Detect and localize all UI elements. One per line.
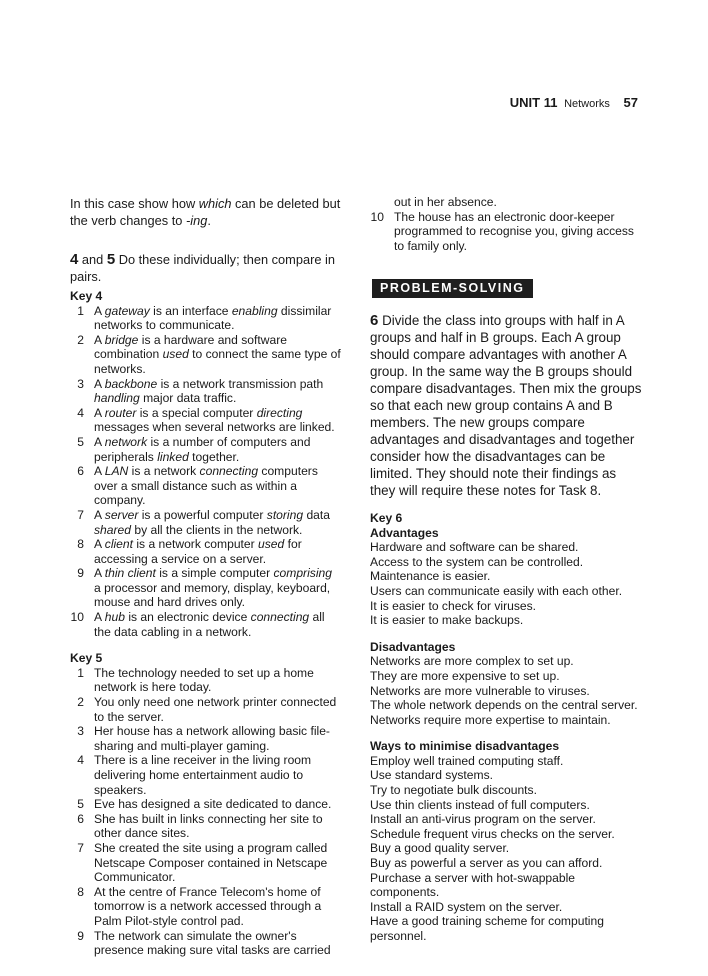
key-5-item-10 — [370, 210, 645, 254]
item-text: A — [94, 434, 105, 449]
way-item: Employ well trained computing staff. — [370, 753, 564, 768]
item-keyword: connecting — [199, 464, 259, 479]
item-keyword: LAN — [104, 464, 129, 479]
intro-emph-1: which — [198, 196, 232, 211]
item-number: 2 — [77, 332, 84, 347]
advantages-title: Advantages — [370, 525, 439, 540]
key-4-item — [70, 508, 342, 537]
item-number: 6 — [77, 464, 84, 479]
advantage-item: It is easier to check for viruses. — [370, 598, 537, 613]
item-number: 9 — [77, 566, 84, 581]
unit-label: UNIT 11 — [509, 95, 558, 110]
item-text: She has built in links connecting her site to other dance sites. — [94, 811, 323, 841]
item-number: 4 — [77, 405, 84, 420]
item-keyword: thin client — [104, 566, 156, 581]
item-text: is a number of computers and peripherals — [94, 434, 311, 464]
item-number: 6 — [77, 811, 84, 826]
item-text: is a network transmission path — [157, 376, 324, 391]
item-text: is an interface — [149, 303, 232, 318]
key-5-item — [70, 797, 342, 812]
key-5-item — [70, 666, 342, 695]
advantage-item: Access to the system can be controlled. — [370, 554, 584, 569]
item-text: A — [94, 376, 105, 391]
way-item: Use standard systems. — [370, 768, 493, 783]
exercise-instruction: Do these individually; then compare in pairs. — [70, 252, 335, 284]
item-text: is a network — [128, 464, 200, 479]
way-item: Schedule frequent virus checks on the server. — [370, 826, 615, 841]
key-5-item — [70, 695, 342, 724]
intro-text-1: In this case show how — [70, 196, 199, 211]
item-number: 8 — [77, 884, 84, 899]
way-item: Use thin clients instead of full computers. — [370, 797, 590, 812]
disadvantage-item: They are more expensive to set up. — [370, 668, 560, 683]
item-number: 2 — [77, 695, 84, 710]
key-6-title: Key 6 — [370, 510, 403, 525]
item-text: a processor and memory, display, keyboard, mouse and hard drives only. — [94, 580, 331, 610]
advantage-item: Users can communicate easily with each other. — [370, 583, 623, 598]
exercise-4-5-heading — [70, 251, 342, 285]
item-keyword: network — [104, 434, 148, 449]
item-text: is an electronic device — [124, 610, 251, 625]
item-text: together. — [188, 449, 240, 464]
item-text: dissimilar networks to communicate. — [94, 303, 332, 333]
key-5-list — [70, 666, 342, 958]
item-number: 5 — [77, 434, 84, 449]
item-keyword: router — [104, 405, 137, 420]
item-text: is a hardware and software combination — [94, 332, 287, 362]
way-item: Install an anti-virus program on the server. — [370, 812, 596, 827]
problem-solving-banner: PROBLEM-SOLVING — [372, 279, 533, 298]
item-keyword: directing — [256, 405, 303, 420]
item-number: 1 — [77, 303, 84, 318]
way-item: Have a good training scheme for computing personnel. — [370, 914, 604, 943]
item-text: by all the clients in the network. — [130, 522, 303, 537]
key-5-item — [70, 929, 342, 958]
item-text: A — [94, 537, 105, 552]
way-item: Install a RAID system on the server. — [370, 899, 563, 914]
disadvantage-item: Networks require more expertise to maintain. — [370, 712, 611, 727]
item-number: 9 — [77, 928, 84, 943]
item-number: 7 — [77, 507, 84, 522]
key-5-title: Key 5 — [70, 651, 103, 666]
item-text: The technology needed to set up a home network is here today. — [94, 665, 314, 695]
page-number: 57 — [623, 95, 638, 110]
item-number: 7 — [77, 840, 84, 855]
item-number: 5 — [77, 797, 84, 812]
intro-emph-2: -ing — [185, 213, 208, 228]
way-item: Try to negotiate bulk discounts. — [370, 783, 537, 798]
item-text: A — [94, 303, 105, 318]
disadvantage-item: The whole network depends on the central server. — [370, 698, 638, 713]
key-4-item — [70, 610, 342, 639]
disadvantage-item: Networks are more vulnerable to viruses. — [370, 683, 590, 698]
way-item: Buy a good quality server. — [370, 841, 510, 856]
item-text: computers over a small distance such as within a company. — [94, 464, 318, 508]
item-text: is a special computer — [136, 405, 257, 420]
item-number: 3 — [77, 376, 84, 391]
item-text: is a powerful computer — [138, 507, 267, 522]
item-text: Eve has designed a site dedicated to dance. — [94, 797, 332, 812]
ways-list — [370, 754, 645, 944]
item-number: 10 — [370, 209, 384, 224]
item-keyword: linked — [157, 449, 189, 464]
key-4-title: Key 4 — [70, 289, 103, 303]
task-6-text: Divide the class into groups with half in A groups and half in B groups. Each A group should compare advantages with another A group. In the same way the B groups should compare disadvantages. Then mix the groups so that each new group contains A and B members. The new groups compare advantages and disadvantages and together consider how the disadvantages can be limited. They should note their findings as they will require these notes for Task 8. — [370, 312, 642, 498]
item-text: is a simple computer — [155, 566, 274, 581]
right-column — [370, 195, 645, 944]
item-number: 8 — [77, 537, 84, 552]
item-text: At the centre of France Telecom's home of tomorrow is a network accessed through a Palm Pilot-style control pad. — [94, 884, 322, 928]
key-5-item — [70, 841, 342, 885]
key-4-item — [70, 435, 342, 464]
intro-paragraph — [70, 195, 342, 229]
key-5-item — [70, 753, 342, 797]
task-number-6: 6 — [370, 311, 379, 329]
item-text: A — [94, 405, 105, 420]
exercise-and: and — [78, 252, 107, 267]
item-text: all the data cabling in a network. — [94, 610, 325, 639]
section-label: Networks — [564, 98, 610, 110]
advantage-item: Maintenance is easier. — [370, 569, 491, 584]
item-text: She created the site using a program called Netscape Composer contained in Netscape Communicator. — [94, 840, 328, 885]
item-text: A — [94, 566, 105, 581]
exercise-number-5: 5 — [106, 251, 116, 268]
item-text: for accessing a service on a server. — [94, 537, 302, 566]
task-6-paragraph — [370, 312, 645, 499]
item-keyword: used — [162, 347, 189, 362]
item-keyword: server — [104, 507, 139, 522]
key-5-item — [70, 812, 342, 841]
item-text: Her house has a network allowing basic file-sharing and multi-player gaming. — [94, 724, 330, 753]
key-4-item — [70, 464, 342, 508]
item-number: 1 — [77, 665, 84, 680]
item-keyword: handling — [94, 391, 140, 406]
advantage-item: It is easier to make backups. — [370, 613, 524, 628]
item-text: data — [303, 507, 330, 522]
item-text: A — [94, 464, 105, 479]
key-4-item — [70, 566, 342, 610]
item-keyword: gateway — [104, 303, 150, 318]
ways-title: Ways to minimise disadvantages — [370, 739, 560, 754]
left-column — [70, 195, 342, 958]
advantages-list — [370, 540, 645, 628]
item-keyword: connecting — [250, 610, 310, 625]
item-text: messages when several networks are linked. — [94, 420, 335, 435]
way-item: Purchase a server with hot-swappable components. — [370, 870, 576, 900]
item-number: 4 — [77, 753, 84, 768]
key-5-item — [70, 885, 342, 929]
key-4-list — [70, 304, 342, 640]
key-4-item — [70, 304, 342, 333]
item-text: major data traffic. — [139, 391, 237, 406]
disadvantages-list — [370, 654, 645, 727]
item-keyword: bridge — [104, 332, 139, 347]
item-keyword: storing — [266, 507, 304, 522]
item-text: A — [94, 332, 105, 347]
intro-text-3: . — [207, 213, 211, 228]
item-number: 3 — [77, 724, 84, 739]
item-text: There is a line receiver in the living room delivering home entertainment audio to speakers. — [94, 753, 312, 797]
advantage-item: Hardware and software can be shared. — [370, 540, 579, 555]
running-header — [510, 95, 638, 110]
item-keyword: comprising — [273, 566, 332, 581]
item-text: You only need one network printer connected to the server. — [94, 695, 337, 724]
key-4-item — [70, 406, 342, 435]
item-text: to connect the same type of networks. — [94, 347, 341, 376]
item-keyword: client — [104, 537, 133, 552]
disadvantage-item: Networks are more complex to set up. — [370, 654, 574, 669]
item-text: A — [94, 610, 105, 625]
item-text: The network can simulate the owner's presence making sure vital tasks are carried — [94, 928, 331, 958]
item-text: The house has an electronic door-keeper programmed to recognise you, giving access to family only. — [394, 209, 634, 253]
item-text: is a network computer — [133, 537, 259, 552]
exercise-number-4: 4 — [70, 251, 79, 268]
way-item: Buy as powerful a server as you can afford. — [370, 856, 603, 871]
item-keyword: backbone — [104, 376, 158, 391]
disadvantages-title: Disadvantages — [370, 639, 456, 654]
key-4-item — [70, 333, 342, 377]
key-5-item-9-continued: out in her absence. — [394, 195, 497, 209]
key-5-item — [70, 724, 342, 753]
item-keyword: used — [258, 537, 285, 552]
key-4-item — [70, 537, 342, 566]
item-keyword: enabling — [231, 303, 278, 318]
item-keyword: hub — [104, 610, 125, 625]
item-keyword: shared — [94, 522, 131, 537]
intro-text-2: can be deleted but the verb changes to — [70, 196, 341, 228]
item-text: A — [94, 507, 105, 522]
key-4-item — [70, 377, 342, 406]
item-number: 10 — [70, 610, 84, 625]
